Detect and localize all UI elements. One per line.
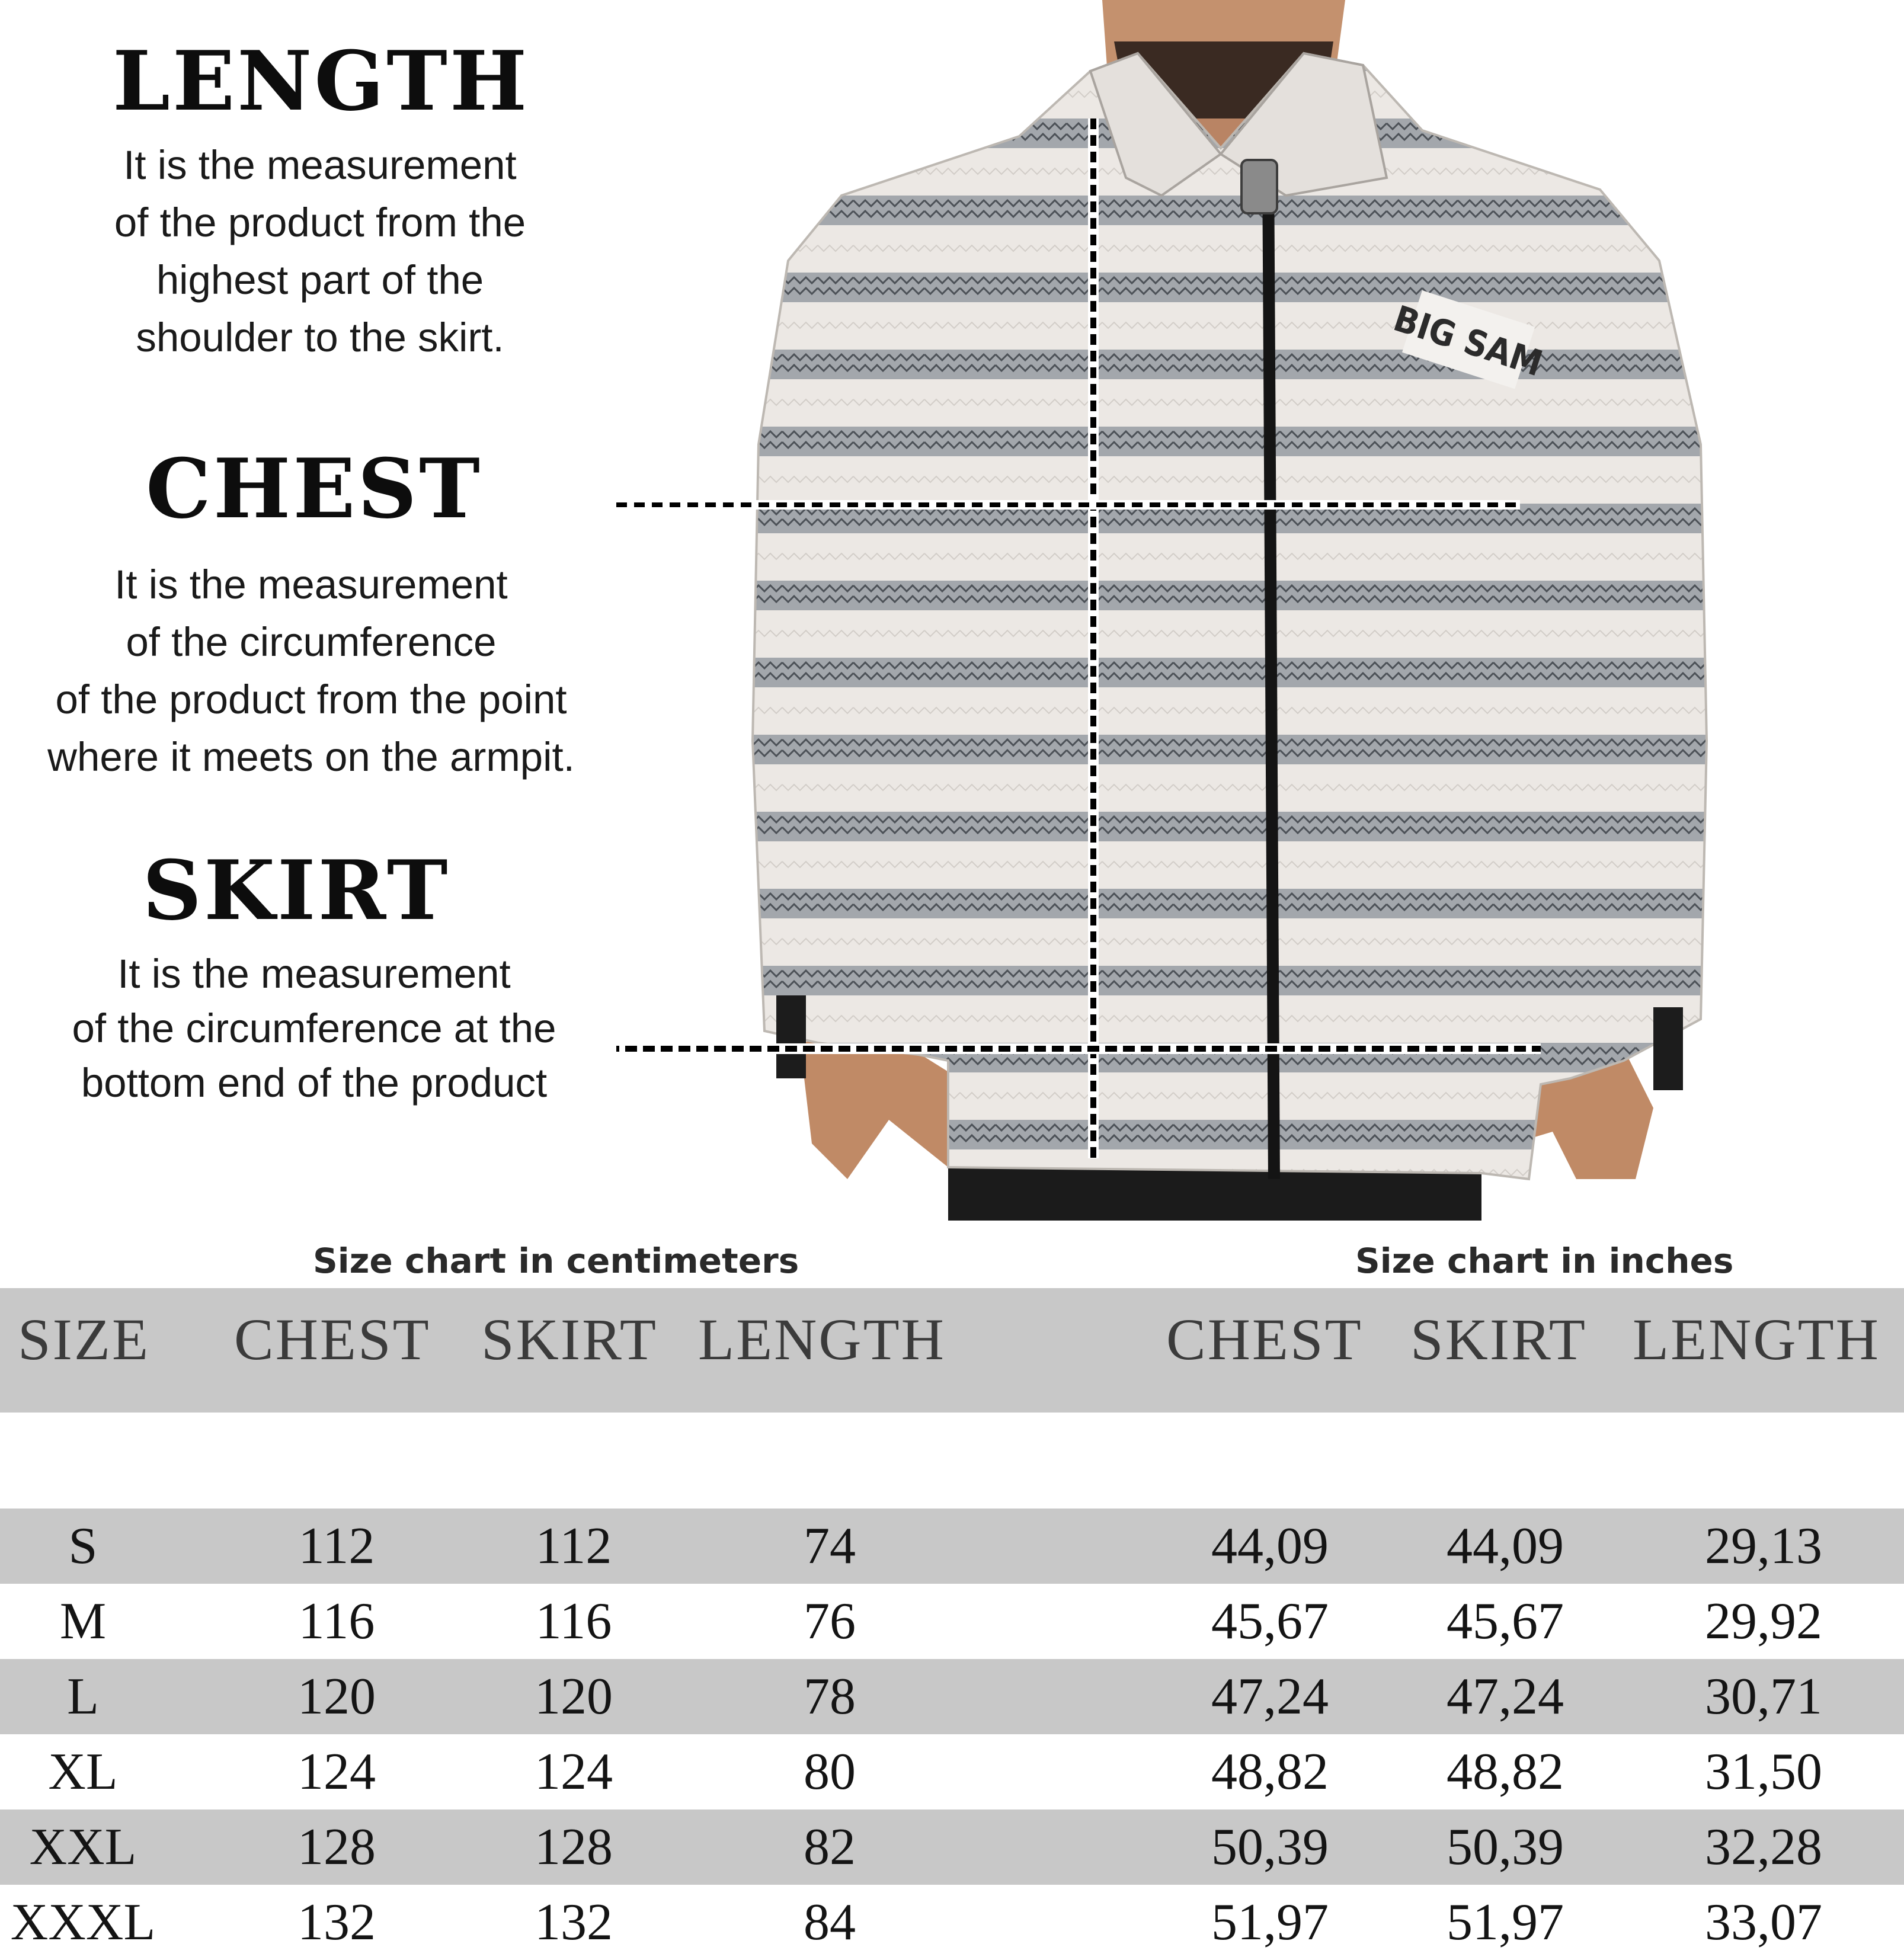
cm-length-cell: 76 [804, 1593, 856, 1650]
chest-description-line: of the product from the point [55, 677, 567, 722]
chest-description [24, 556, 599, 786]
length-description [83, 136, 557, 366]
size-cell: M [59, 1593, 107, 1650]
inch-length-cell: 32,28 [1705, 1818, 1822, 1876]
length-description-line: of the product from the [114, 200, 526, 245]
size-cell: S [68, 1517, 98, 1575]
cm-chest-cell: 120 [297, 1668, 376, 1725]
inch-length-cell: 29,92 [1705, 1593, 1822, 1650]
table-row [0, 1659, 1904, 1734]
table-row [0, 1734, 1904, 1810]
length-description-line: highest part of the [156, 257, 484, 303]
inch-length-cell: 29,13 [1705, 1517, 1822, 1575]
cm-chest-cell: 128 [297, 1818, 376, 1876]
cm-chest-cell: 112 [298, 1517, 375, 1575]
chest-heading: CHEST [146, 440, 482, 537]
table-row [0, 1509, 1904, 1584]
cm-skirt-cell: 132 [535, 1894, 613, 1951]
inch-length-column-header: LENGTH [1633, 1306, 1880, 1372]
cm-skirt-cell: 128 [535, 1818, 613, 1876]
cm-skirt-cell: 124 [535, 1743, 613, 1801]
length-description-line: It is the measurement [123, 142, 517, 188]
size-cell: XL [48, 1743, 118, 1801]
skirt-description-line: bottom end of the product [81, 1060, 548, 1106]
skirt-description-line: It is the measurement [117, 951, 511, 997]
inch-skirt-cell: 44,09 [1447, 1517, 1564, 1575]
cm-table-caption: Size chart in centimeters [313, 1241, 799, 1281]
inch-table-caption: Size chart in inches [1355, 1241, 1734, 1281]
cm-skirt-cell: 112 [535, 1517, 612, 1575]
cm-chest-column-header: CHEST [234, 1306, 431, 1372]
cm-length-cell: 78 [804, 1668, 856, 1725]
inch-chest-column-header: CHEST [1166, 1306, 1363, 1372]
cm-skirt-cell: 120 [535, 1668, 613, 1725]
size-cell: XXL [29, 1818, 137, 1876]
size-cell: XXXL [10, 1894, 156, 1951]
cm-length-cell: 84 [804, 1894, 856, 1951]
size-column-header: SIZE [18, 1306, 151, 1372]
cm-skirt-column-header: SKIRT [481, 1306, 658, 1372]
zipper-line [1268, 160, 1274, 1179]
inch-chest-cell: 47,24 [1211, 1668, 1329, 1725]
cm-skirt-cell: 116 [535, 1593, 612, 1650]
inch-skirt-cell: 48,82 [1447, 1743, 1564, 1801]
inch-length-cell: 33,07 [1705, 1894, 1822, 1951]
inch-skirt-cell: 47,24 [1447, 1668, 1564, 1725]
cm-length-cell: 82 [804, 1818, 856, 1876]
inch-chest-cell: 45,67 [1211, 1593, 1329, 1650]
table-row [0, 1885, 1904, 1960]
cm-length-cell: 80 [804, 1743, 856, 1801]
inch-skirt-column-header: SKIRT [1410, 1306, 1587, 1372]
inch-skirt-cell: 50,39 [1447, 1818, 1564, 1876]
inch-chest-cell: 44,09 [1211, 1517, 1329, 1575]
length-description-line: shoulder to the skirt. [136, 315, 504, 360]
chest-description-line: of the circumference [126, 619, 497, 665]
zipper-pull-icon [1241, 160, 1277, 213]
table-row [0, 1584, 1904, 1659]
table-row [0, 1810, 1904, 1885]
skirt-description [65, 947, 563, 1110]
product-photo [616, 0, 1904, 1221]
brand-label-text: BIG SAM [1388, 297, 1548, 385]
length-heading: LENGTH [113, 33, 530, 129]
inch-length-cell: 30,71 [1705, 1668, 1822, 1725]
chest-description-line: It is the measurement [114, 562, 508, 607]
cm-chest-cell: 124 [297, 1743, 376, 1801]
inch-length-cell: 31,50 [1705, 1743, 1822, 1801]
cm-length-column-header: LENGTH [698, 1306, 946, 1372]
cm-length-cell: 74 [804, 1517, 856, 1575]
inch-skirt-cell: 45,67 [1447, 1593, 1564, 1650]
cm-chest-cell: 116 [298, 1593, 375, 1650]
shirt-shape [753, 53, 1707, 1179]
skirt-description-line: of the circumference at the [72, 1005, 556, 1051]
inch-chest-cell: 50,39 [1211, 1818, 1329, 1876]
cm-chest-cell: 132 [297, 1894, 376, 1951]
inch-skirt-cell: 51,97 [1447, 1894, 1564, 1951]
left-cuff-shape [776, 995, 806, 1078]
right-cuff-shape [1653, 1007, 1683, 1090]
inch-chest-cell: 51,97 [1211, 1894, 1329, 1951]
size-cell: L [67, 1668, 99, 1725]
chest-description-line: where it meets on the armpit. [47, 734, 575, 780]
skirt-heading: SKIRT [142, 842, 450, 939]
inch-chest-cell: 48,82 [1211, 1743, 1329, 1801]
